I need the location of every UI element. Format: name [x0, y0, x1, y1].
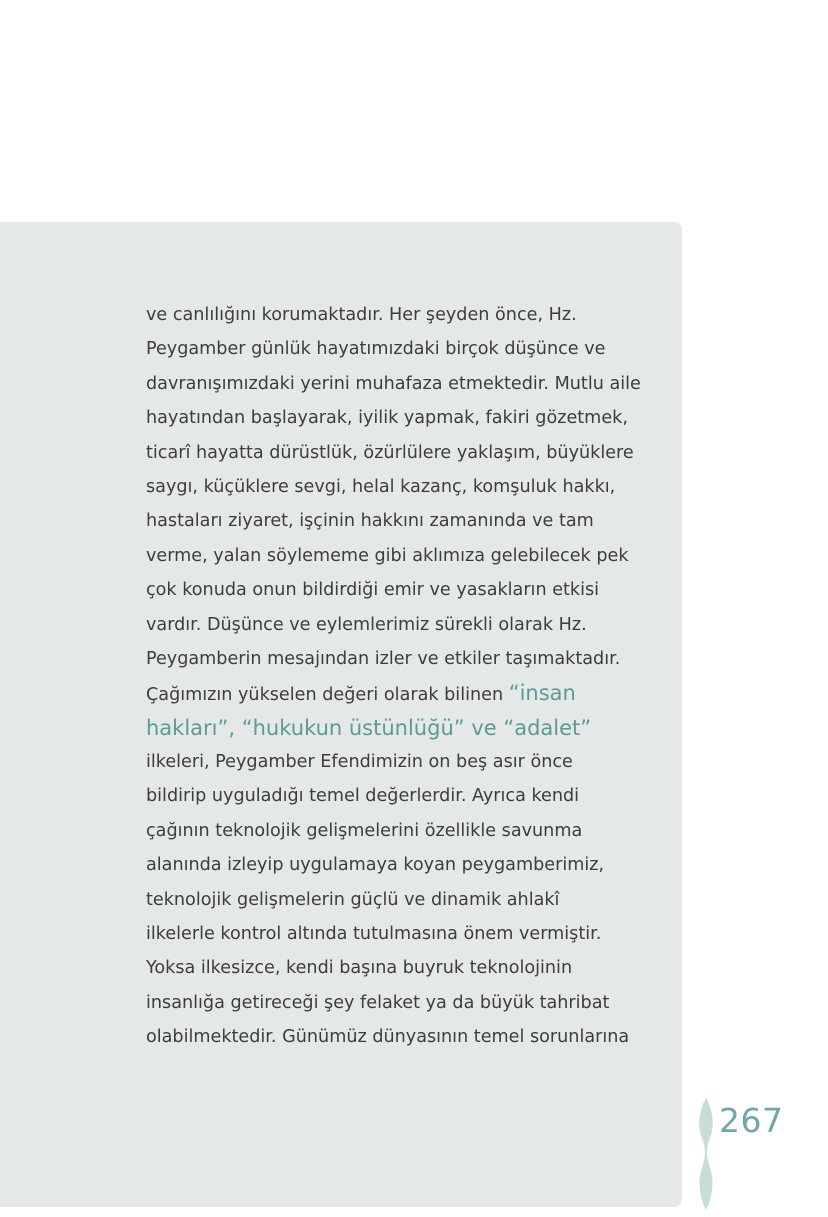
text-line: davranışımızdaki yerini muhafaza etmektedir. Mutlu aile — [146, 373, 641, 394]
text-line-prefix: Çağımızın yükselen değeri olarak bilinen — [146, 685, 509, 706]
text-line: ve canlılığını korumaktadır. Her şeyden önce, Hz. — [146, 305, 577, 325]
text-line: teknolojik gelişmelerin güçlü ve dinamik ahlakî — [146, 889, 560, 910]
text-line: hayatından başlayarak, iyilik yapmak, fakiri gözetmek, — [146, 408, 628, 429]
text-line: hastaları ziyaret, işçinin hakkını zamanında ve tam — [146, 511, 594, 532]
text-line: Peygamber günlük hayatımızdaki birçok düşünce ve — [146, 339, 606, 360]
highlight-phrase: “insan — [508, 681, 576, 706]
text-line: insanlığa getireceği şey felaket ya da büyük tahribat — [146, 992, 610, 1013]
text-line: alanında izleyip uygulamaya koyan peygamberimiz, — [146, 855, 605, 876]
page-ornament-icon — [693, 1098, 719, 1210]
page-number: 267 — [719, 1101, 784, 1140]
text-line: Yoksa ilkesizce, kendi başına buyruk teknolojinin — [146, 958, 573, 979]
highlight-line: hakları”, “hukukun üstünlüğü” ve “adalet” — [146, 715, 592, 740]
text-line: bildirip uyguladığı temel değerlerdir. Ayrıca kendi — [146, 786, 580, 807]
text-line: verme, yalan söylememe gibi aklımıza gelebilecek pek — [146, 545, 629, 566]
text-line: ticarî hayatta dürüstlük, özürlülere yaklaşım, büyüklere — [146, 442, 634, 463]
text-line: vardır. Düşünce ve eylemlerimiz sürekli olarak Hz. — [146, 614, 587, 635]
text-line: çok konuda onun bildirdiği emir ve yasakların etkisi — [146, 580, 600, 601]
text-line: saygı, küçüklere sevgi, helal kazanç, komşuluk hakkı, — [146, 476, 616, 497]
text-line: ilkeleri, Peygamber Efendimizin on beş asır önce — [146, 752, 573, 773]
text-line: çağının teknolojik gelişmelerini özellikle savunma — [146, 820, 583, 841]
text-line-with-highlight — [146, 676, 616, 710]
text-line: ilkelerle kontrol altında tutulmasına önem vermiştir. — [146, 924, 602, 945]
text-line: olabilmektedir. Günümüz dünyasının temel sorunlarına — [146, 1027, 630, 1048]
text-line: Peygamberin mesajından izler ve etkiler taşımaktadır. — [146, 648, 621, 669]
body-text — [146, 298, 641, 1055]
